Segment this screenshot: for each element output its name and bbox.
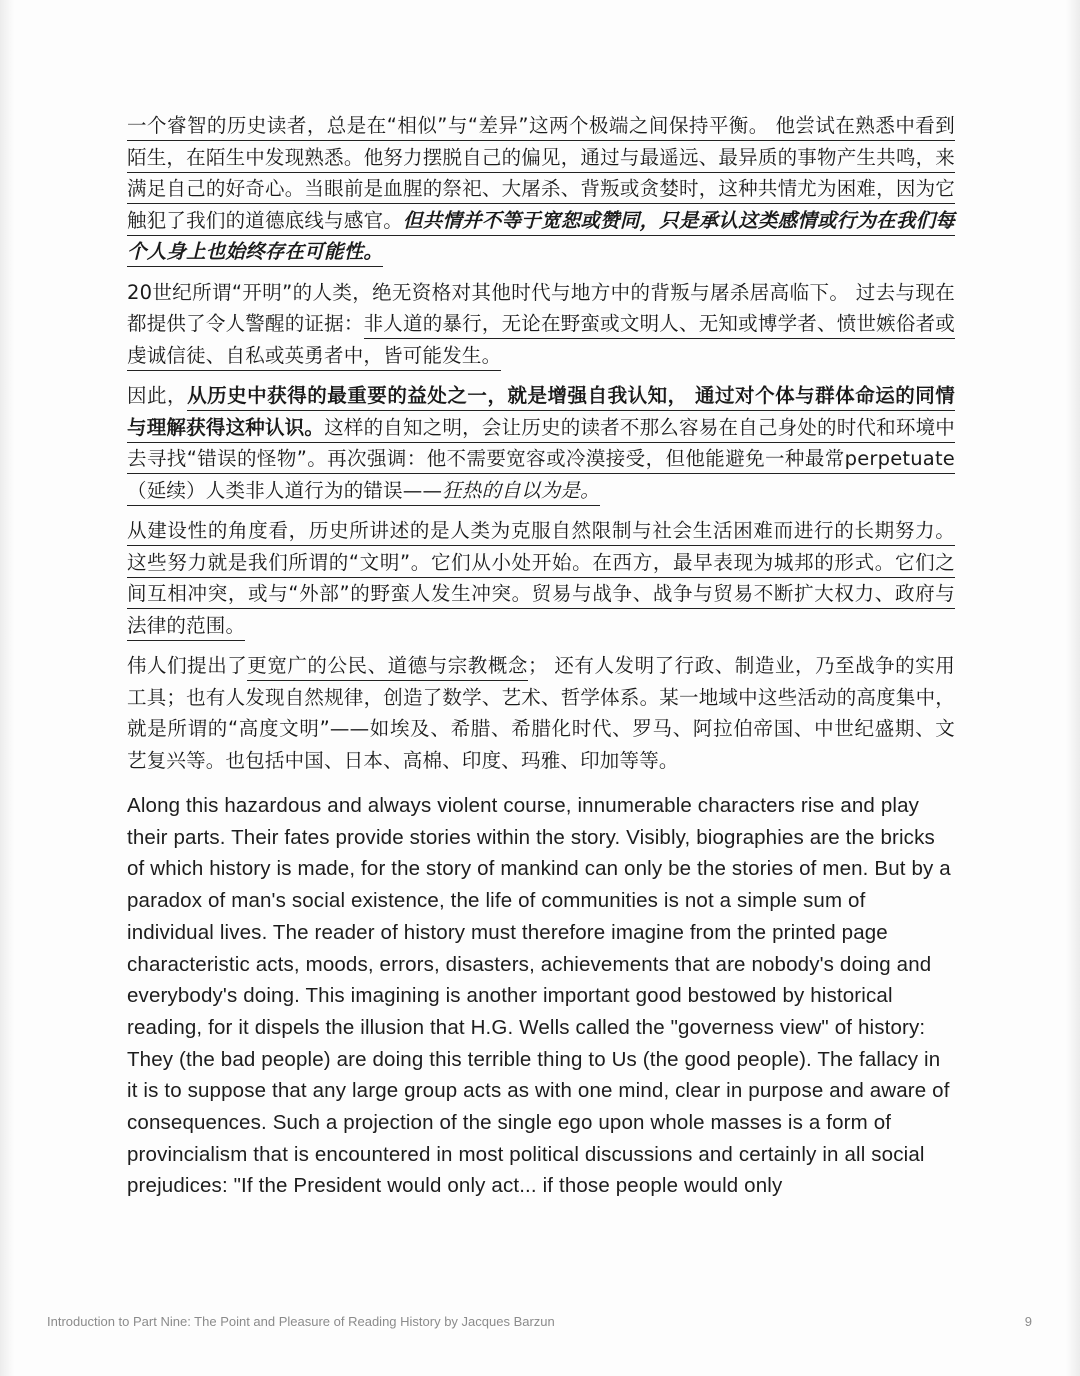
plain-text: 因此，	[127, 384, 188, 407]
italic-underlined-text	[442, 479, 600, 506]
paragraph-2	[127, 277, 955, 372]
paragraph-5	[127, 650, 955, 776]
english-paragraph: Along this hazardous and always violent course, innumerable characters rise and play their parts. Their fates provide stories within the story. Visibly, biographies are the bricks of which history is made, for the story of mankind can only be the stories of men. But by a paradox of man's social existence, the life of communities is not a simple sum of individual lives. The reader of history must therefore imagine from the printed page characteristic acts, moods, errors, disasters, achievements that are nobody's doing and everybody's doing. This imagining is another important good bestowed by historical reading, for it dispels the illusion that H.G. Wells called the "governess view" of history: They (the bad people) are doing this terrible thing to Us (the good people). The fallacy in it is to suppose that any large group acts as with one mind, clear in purpose and aware of consequences. Such a projection of the single ego upon whole masses is a form of provincialism that is encountered in most political discussions and certainly in all social prejudices: "If the President would only act... if those people would only	[127, 794, 951, 1198]
underlined-text: 非人道的暴行，无论在野蛮或文明人、无知或博学者、愤世嫉俗者或虔诚信徒、自私或英勇者中，皆可能发生。	[127, 312, 955, 371]
page-edge-right	[1066, 0, 1080, 1376]
page-edge-left	[0, 0, 14, 1376]
footer-source: Introduction to Part Nine: The Point and Pleasure of Reading History by Jacques Barzun	[47, 1314, 555, 1329]
underlined-text: 从建设性的角度看，历史所讲述的是人类为克服自然限制与社会生活困难而进行的长期努力。 这些努力就是我们所谓的“文明”。它们从小处开始。在西方，最早表现为城邦的形式。它们之间互相冲突，或与“外部”的野蛮人发生冲突。贸易与战争、战争与贸易不断扩大权力、政府与法律的范围。	[127, 519, 955, 641]
page-number: 9	[1024, 1314, 1032, 1329]
paragraph-4	[127, 515, 955, 641]
emphasis-italic: 狂热的自以为是。	[442, 478, 600, 502]
document-body	[127, 110, 955, 1223]
plain-text: 伟人们提出了	[127, 654, 248, 677]
underlined-text: 一个睿智的历史读者，总是在“相似”与“差异”这两个极端之间保持平衡。 他尝试在熟悉中看到陌生，在陌生中发现熟悉。他努力摆脱自己的偏见，通过与最遥远、最异质的事物产生共鸣，来满足自己的好奇心。当眼前是血腥的祭祀、大屠杀、背叛或贪婪时，这种共情尤为困难，因为它触犯了我们的道德底线与感官。	[127, 114, 955, 236]
emphasis-italic: 但共情并不等于宽恕或赞同，只是承认这类感情或行为在我们每个人身上也始终存在可能性。	[127, 208, 955, 263]
underlined-text: 这样的自知之明，会让历史的读者不那么容易在自己身处的时代和环境中去寻找“错误的怪物”。再次强调：他不需要宽容或冷漠接受，但他能避免一种最常perpetuate（延续）人类非人道行为的错误——	[127, 416, 955, 506]
plain-text: ； 还有人发明了行政、制造业，乃至战争的实用工具；也有人发现自然规律，创造了数学、艺术、哲学体系。某一地域中这些活动的高度集中，就是所谓的“高度文明”——如埃及、希腊、希腊化时代、罗马、阿拉伯帝国、中世纪盛期、文艺复兴等。也包括中国、日本、高棉、印度、玛雅、印加等等。	[127, 654, 955, 772]
paragraph-1	[127, 110, 955, 268]
paragraph-3	[127, 380, 955, 506]
bold-text: 从历史中获得的最重要的益处之一，就是增强自我认知， 通过对个体与群体命运的同情与理解获得这种认识。	[127, 384, 955, 439]
plain-text: 20世纪所谓“开明”的人类，绝无资格对其他时代与地方中的背叛与屠杀居高临下。 过去与现在都提供了令人警醒的证据：	[127, 280, 955, 335]
underlined-text: 更宽广的公民、道德与宗教概念	[247, 654, 528, 681]
